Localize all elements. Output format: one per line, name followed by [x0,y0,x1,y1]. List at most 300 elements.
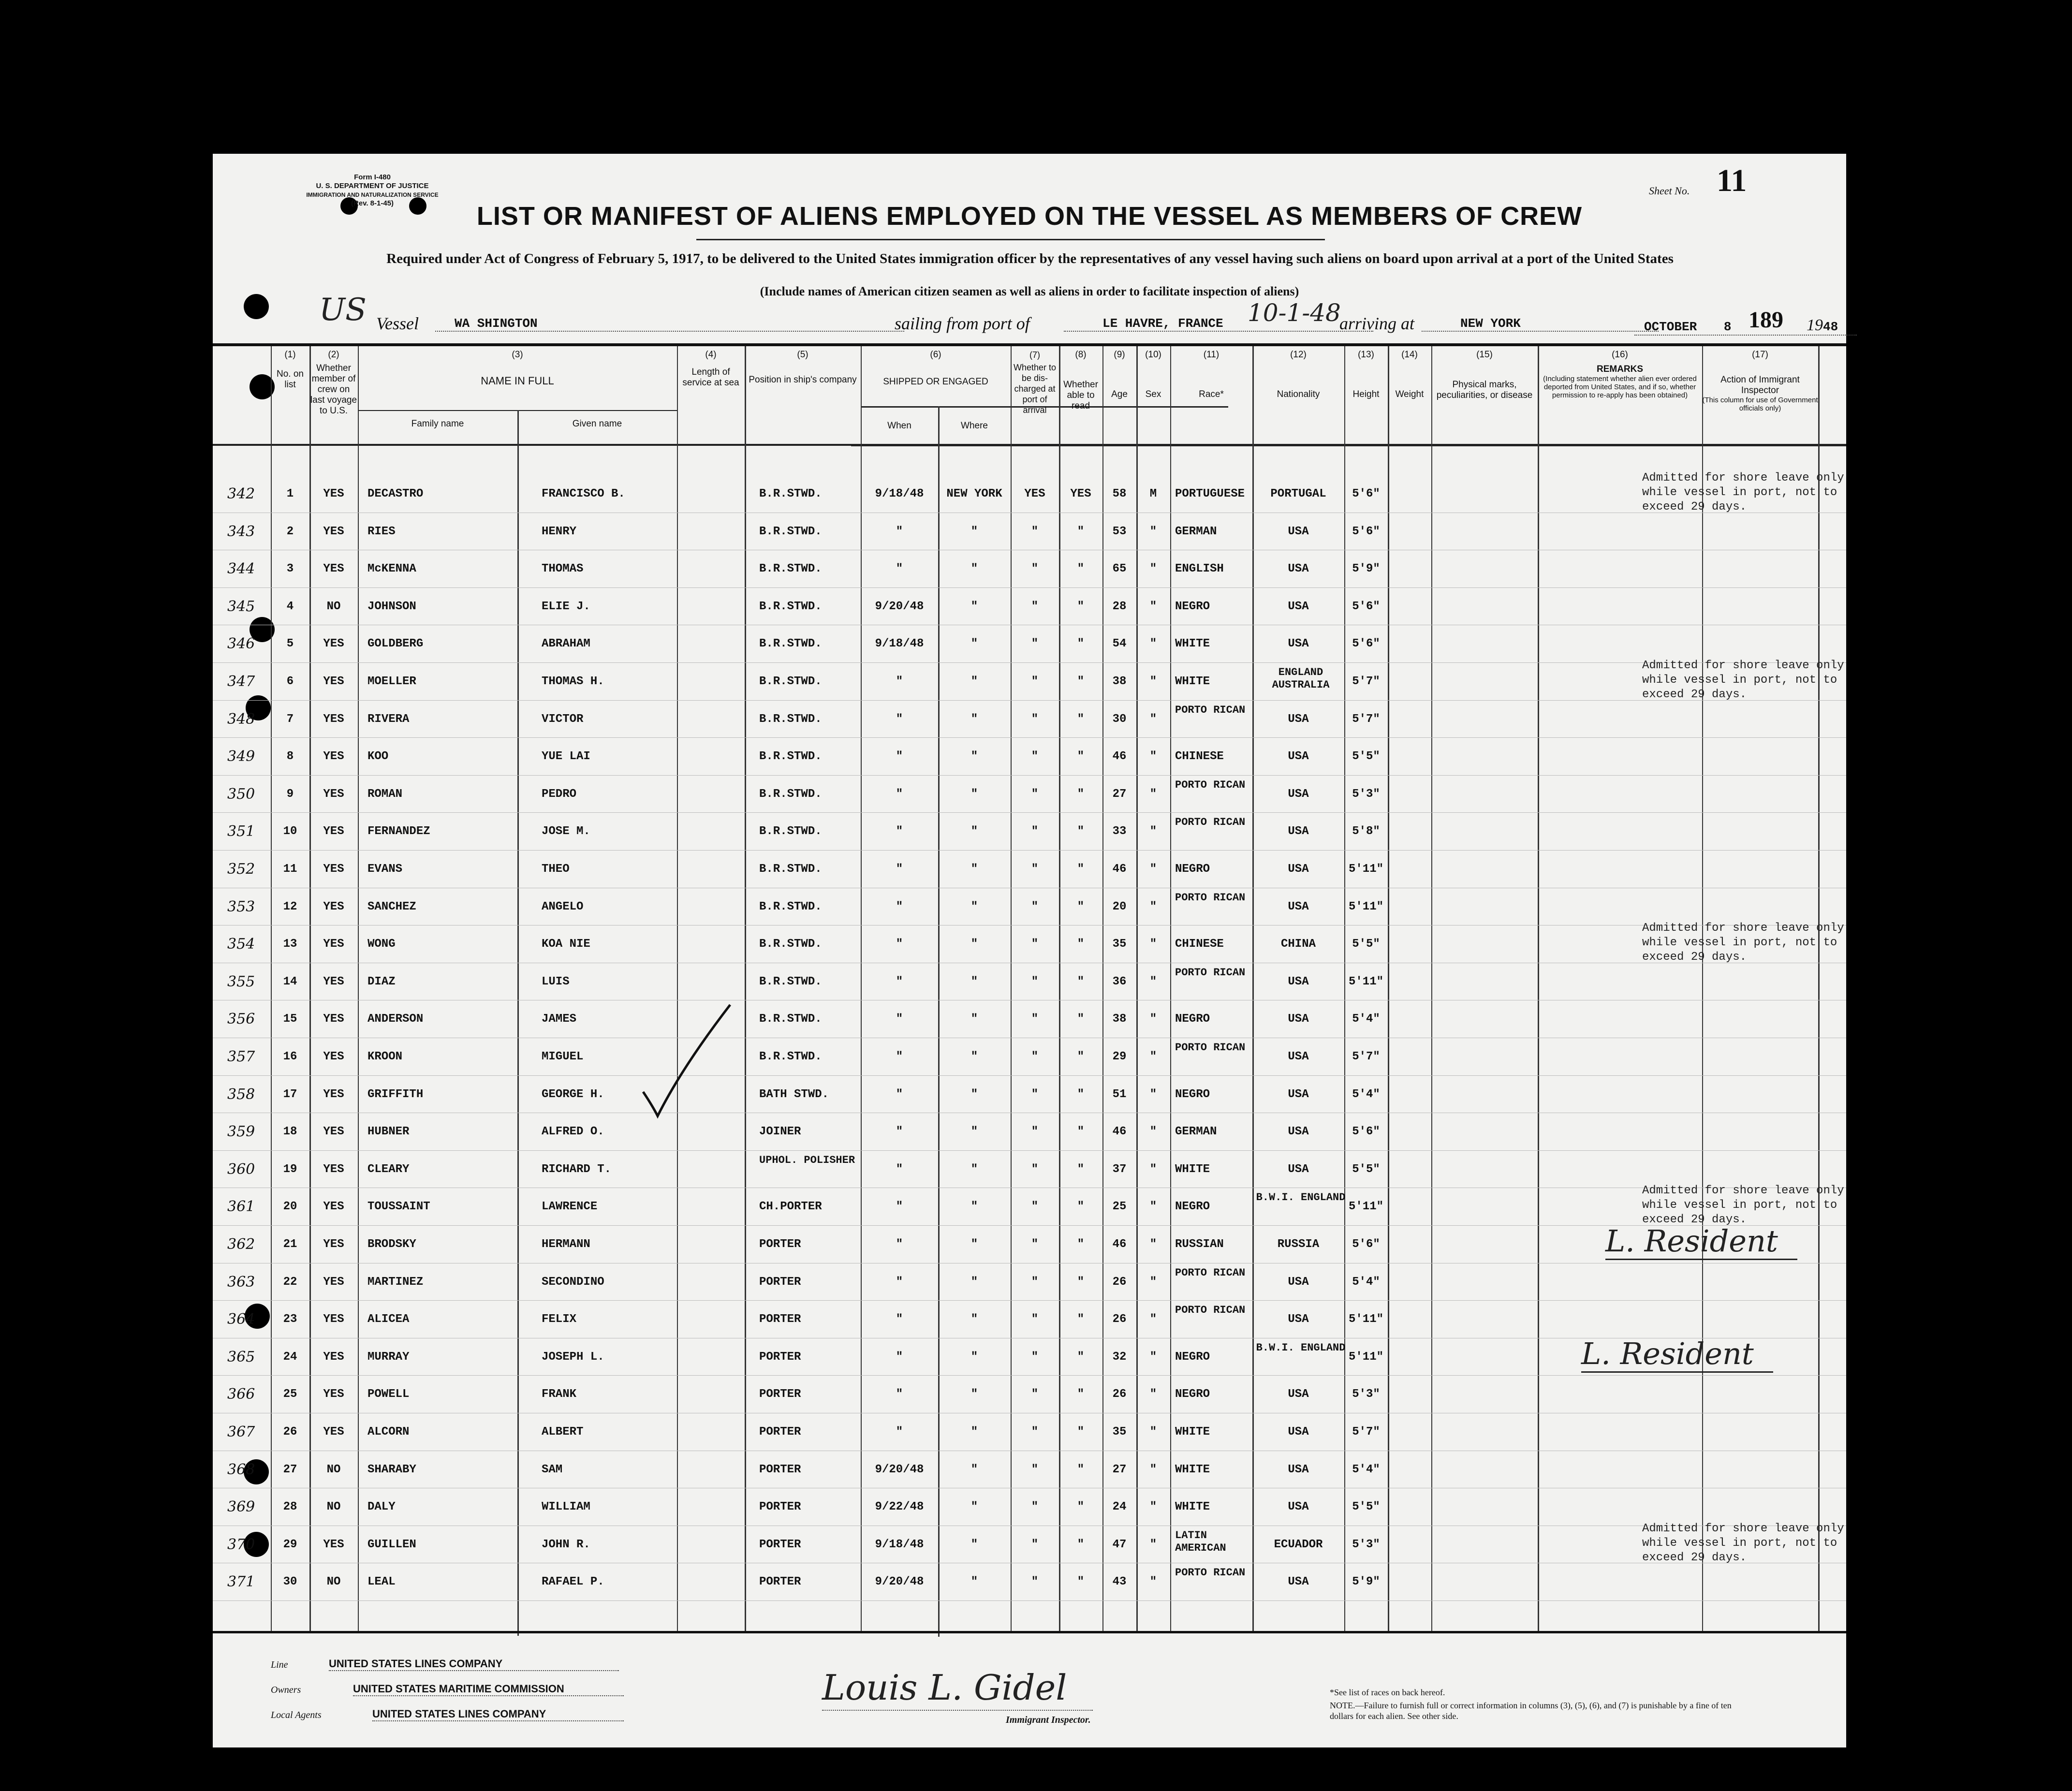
discharged: " [1031,525,1039,538]
position: B.R.STWD. [759,487,822,500]
remark-text: Admitted for shore leave only [1642,659,1844,672]
able-to-read: " [1077,1050,1085,1063]
family-name: HUBNER [367,1125,410,1139]
crew-last-voyage: YES [323,1162,344,1176]
nationality: USA [1288,525,1309,538]
crew-last-voyage: NO [326,1575,341,1589]
row-number: 12 [283,900,297,913]
col1-header [271,350,309,390]
sex: " [1149,1013,1157,1026]
manifest-line-number: 348 [227,710,255,728]
row-number: 6 [286,675,294,688]
remark-text: while vessel in port, not to [1642,1199,1837,1212]
page-number: 189 [1749,307,1783,333]
row-number: 7 [286,712,294,726]
sex: " [1149,712,1157,726]
nationality: USA [1288,1388,1309,1401]
sex: " [1149,1200,1157,1214]
sex: M [1149,487,1157,500]
able-to-read: " [1077,1350,1085,1364]
crew-last-voyage: YES [323,675,344,688]
col6-header [861,350,1011,387]
position: UPHOL. POLISHER [759,1154,855,1166]
age: 33 [1112,825,1127,838]
able-to-read: " [1077,1125,1085,1139]
manifest-line-number: 345 [227,598,255,615]
given-name: THOMAS H. [542,675,604,688]
nationality: USA [1288,750,1309,763]
able-to-read: " [1077,712,1085,726]
position: PORTER [759,1500,801,1514]
age: 25 [1112,1200,1127,1214]
position: B.R.STWD. [759,637,822,651]
able-to-read: " [1077,1463,1085,1476]
given-name: JOSEPH L. [542,1350,604,1364]
age: 43 [1112,1575,1127,1589]
crew-last-voyage: YES [323,900,344,913]
position: B.R.STWD. [759,975,822,988]
family-name: BRODSKY [367,1238,416,1251]
page-note: (Include names of American citizen seamen as well as aliens in order to facilitate inspection of aliens) [760,284,1299,298]
shipped-where: " [970,1200,978,1214]
table-row [213,626,1846,663]
age: 29 [1112,1050,1127,1063]
col13-title: Height [1352,389,1380,399]
remark-text: Admitted for shore leave only [1642,922,1844,935]
manifest-line-number: 365 [227,1348,255,1365]
row-number: 26 [283,1425,297,1439]
height: 5'11" [1348,863,1383,876]
position: PORTER [759,1388,801,1401]
shipped-where: " [970,1425,978,1439]
col11-title: Race* [1199,389,1224,399]
height: 5'3" [1352,787,1380,801]
height: 5'4" [1352,1463,1380,1476]
discharged: " [1031,1050,1039,1063]
age: 46 [1112,1125,1127,1139]
col17-subtitle: (This column for use of Government officials only) [1702,396,1818,412]
table-row [213,1226,1846,1264]
position: PORTER [759,1313,801,1326]
col9-header [1102,350,1136,400]
manifest-line-number: 359 [227,1123,255,1141]
able-to-read: " [1077,1162,1085,1176]
row-number: 10 [283,825,297,838]
family-name: ROMAN [367,787,403,801]
shipped-where: " [970,1275,978,1289]
sailing-label: sailing from port of [895,314,1030,333]
row-number: 20 [283,1200,297,1214]
nationality: USA [1288,1125,1309,1139]
col3a-header: Family name [411,419,464,429]
position: B.R.STWD. [759,600,822,613]
row-number: 4 [286,600,294,613]
sex: " [1149,562,1157,576]
family-name: CLEARY [367,1162,410,1176]
race: NEGRO [1175,1350,1210,1364]
given-name: ALBERT [542,1425,584,1439]
crew-last-voyage: YES [323,1013,344,1026]
arrival-year-prefix: 19 [1807,316,1823,334]
position: B.R.STWD. [759,863,822,876]
agents-label: Local Agents [271,1710,322,1720]
col3-number: (3) [512,350,523,360]
age: 38 [1112,1013,1127,1026]
discharged: YES [1024,487,1045,500]
shipped-when: 9/18/48 [875,1538,924,1551]
race: WHITE [1175,1463,1210,1476]
discharged: " [1031,562,1039,576]
race: PORTO RICAN [1175,1567,1246,1579]
vessel-name: WA SHINGTON [435,316,904,332]
discharged: " [1031,1162,1039,1176]
crew-last-voyage: YES [323,787,344,801]
col12-number: (12) [1290,350,1307,360]
arriving-label: arriving at [1339,314,1415,333]
race: WHITE [1175,1425,1210,1439]
crew-last-voyage: YES [323,1425,344,1439]
given-name: LAWRENCE [542,1200,598,1214]
height: 5'11" [1348,1350,1383,1364]
race: PORTUGUESE [1175,487,1245,500]
discharged: " [1031,675,1039,688]
service: IMMIGRATION AND NATURALIZATION SERVICE [306,191,439,198]
shipped-where: " [970,1388,978,1401]
col6-title: SHIPPED OR ENGAGED [883,377,988,387]
given-name: KOA NIE [542,938,590,951]
col9-number: (9) [1114,350,1125,360]
race: LATIN AMERICAN [1175,1529,1226,1554]
position: B.R.STWD. [759,1013,822,1026]
col5-number: (5) [797,350,808,360]
family-name: JOHNSON [367,600,416,613]
col8-title: Whether able to read [1063,380,1098,411]
shipped-when: 9/20/48 [875,1463,924,1476]
nationality: USA [1288,975,1309,988]
sex: " [1149,1538,1157,1551]
family-name: GRIFFITH [367,1087,424,1101]
height: 5'11" [1348,900,1383,913]
row-number: 16 [283,1050,297,1063]
sex: " [1149,1313,1157,1326]
discharged: " [1031,975,1039,988]
shipped-when: " [896,1275,903,1289]
height: 5'5" [1352,750,1380,763]
position: BATH STWD. [759,1087,829,1101]
shipped-when: " [896,525,903,538]
race: NEGRO [1175,1087,1210,1101]
shipped-where: " [970,1162,978,1176]
row-rule [213,700,1846,701]
age: 32 [1112,1350,1127,1364]
age: 26 [1112,1313,1127,1326]
shipped-when: 9/18/48 [875,487,924,500]
race: NEGRO [1175,1200,1210,1214]
col15-header [1431,350,1538,401]
able-to-read: " [1077,975,1085,988]
nationality: USA [1288,637,1309,651]
given-name: HERMANN [542,1238,590,1251]
col10-title: Sex [1145,389,1161,399]
discharged: " [1031,1425,1039,1439]
given-name: ALFRED O. [542,1125,604,1139]
able-to-read: " [1077,1013,1085,1026]
table-row [213,1452,1846,1489]
col17-number: (17) [1752,350,1768,360]
row-number: 17 [283,1087,297,1101]
position: B.R.STWD. [759,787,822,801]
table-row [213,1076,1846,1114]
family-name: MURRAY [367,1350,410,1364]
row-rule [213,1150,1846,1151]
shipped-when: " [896,675,903,688]
row-number: 15 [283,1013,297,1026]
sex: " [1149,1125,1157,1139]
family-name: KROON [367,1050,403,1063]
manifest-line-number: 352 [227,861,255,878]
crew-last-voyage: YES [323,863,344,876]
race: PORTO RICAN [1175,704,1246,716]
col2-title: Whether member of crew on last voyage to U.S. [310,363,357,416]
remark-text: exceed 29 days. [1642,951,1747,964]
able-to-read: " [1077,525,1085,538]
sex: " [1149,1350,1157,1364]
inspector-signature: Louis L. Gidel [822,1667,1067,1708]
col4-header [677,350,745,388]
table-row [213,551,1846,588]
sex: " [1149,750,1157,763]
height: 5'11" [1348,1313,1383,1326]
height: 5'5" [1352,1500,1380,1514]
given-name: FRANK [542,1388,577,1401]
age: 20 [1112,900,1127,913]
family-name: FERNANDEZ [367,825,430,838]
able-to-read: " [1077,1425,1085,1439]
family-name: ALICEA [367,1313,410,1326]
race: NEGRO [1175,1388,1210,1401]
nationality: USA [1288,1463,1309,1476]
col2-header [309,350,358,416]
race: PORTO RICAN [1175,1304,1246,1317]
col6b-header: Where [961,421,988,431]
shipped-when: " [896,825,903,838]
row-number: 30 [283,1575,297,1589]
able-to-read: " [1077,1238,1085,1251]
age: 26 [1112,1275,1127,1289]
shipped-where: " [970,1538,978,1551]
shipped-when: 9/22/48 [875,1500,924,1514]
row-number: 2 [286,525,294,538]
shipped-when: " [896,900,903,913]
shipped-where: " [970,1087,978,1101]
able-to-read: " [1077,825,1085,838]
age: 37 [1112,1162,1127,1176]
crew-last-voyage: YES [323,1087,344,1101]
row-number: 22 [283,1275,297,1289]
height: 5'6" [1352,1238,1380,1251]
table-row [213,1489,1846,1527]
able-to-read: " [1077,750,1085,763]
row-number: 19 [283,1162,297,1176]
nationality: USA [1288,900,1309,913]
line-label: Line [271,1659,288,1670]
arrival-month: OCTOBER [1644,320,1697,334]
signature-line [822,1710,1093,1711]
row-number: 1 [286,487,294,500]
remark-text: exceed 29 days. [1642,1213,1747,1227]
sex: " [1149,938,1157,951]
col14-number: (14) [1401,350,1418,360]
able-to-read: " [1077,863,1085,876]
sex: " [1149,600,1157,613]
manifest-line-number: 371 [227,1573,255,1591]
table-row [213,1039,1846,1076]
able-to-read: YES [1070,487,1091,500]
crew-last-voyage: YES [323,1125,344,1139]
given-name: ELIE J. [542,600,590,613]
height: 5'11" [1348,975,1383,988]
race: NEGRO [1175,1013,1210,1026]
row-number: 28 [283,1500,297,1514]
height: 5'4" [1352,1087,1380,1101]
shipped-where: " [970,675,978,688]
table-row [213,514,1846,551]
nationality: USA [1288,1425,1309,1439]
able-to-read: " [1077,1500,1085,1514]
col7-number: (7) [1029,350,1040,360]
shipped-when: " [896,1350,903,1364]
nationality: USA [1288,1013,1309,1026]
manifest-line-number: 344 [227,560,255,578]
races-note: *See list of races on back hereof. [1330,1688,1445,1697]
height: 5'5" [1352,938,1380,951]
table-row [213,476,1846,514]
family-name: KOO [367,750,389,763]
able-to-read: " [1077,900,1085,913]
row-rule [213,1075,1846,1076]
height: 5'8" [1352,825,1380,838]
height: 5'6" [1352,1125,1380,1139]
shipped-where: " [970,1575,978,1589]
discharged: " [1031,1087,1039,1101]
discharged: " [1031,825,1039,838]
race: NEGRO [1175,600,1210,613]
age: 46 [1112,750,1127,763]
remark-text: while vessel in port, not to [1642,1536,1837,1550]
col6a-header: When [887,421,911,431]
family-name: DIAZ [367,975,396,988]
form-edition: (Rev. 8-1-45) [351,199,394,207]
manifest-line-number: 350 [227,785,255,803]
discharged: " [1031,938,1039,951]
crew-last-voyage: YES [323,1313,344,1326]
col1-number: (1) [284,350,296,360]
col16-header [1538,350,1702,399]
height: 5'11" [1348,1200,1383,1214]
age: 27 [1112,787,1127,801]
age: 54 [1112,637,1127,651]
table-row [213,1151,1846,1189]
row-number: 18 [283,1125,297,1139]
able-to-read: " [1077,938,1085,951]
position: B.R.STWD. [759,1050,822,1063]
given-name: SAM [542,1463,563,1476]
col4-title: Length of service at sea [682,367,739,388]
sex: " [1149,863,1157,876]
manifest-line-number: 343 [227,523,255,540]
shipped-where: " [970,1350,978,1364]
shipped-where: " [970,1313,978,1326]
table-row [213,1414,1846,1452]
given-name: THOMAS [542,562,584,576]
given-name: FELIX [542,1313,577,1326]
height: 5'3" [1352,1388,1380,1401]
family-name: SANCHEZ [367,900,416,913]
shipped-where: " [970,600,978,613]
row-number: 21 [283,1238,297,1251]
row-rule [213,662,1846,663]
given-name: GEORGE H. [542,1087,604,1101]
race: WHITE [1175,675,1210,688]
age: 38 [1112,675,1127,688]
shipped-when: " [896,1125,903,1139]
given-name: ABRAHAM [542,637,590,651]
remark-text: exceed 29 days. [1642,1551,1747,1564]
family-name: DALY [367,1500,396,1514]
race: PORTO RICAN [1175,966,1246,979]
remark-text: while vessel in port, not to [1642,486,1837,499]
row-number: 29 [283,1538,297,1551]
discharged: " [1031,1575,1039,1589]
discharged: " [1031,1463,1039,1476]
col1-title: No. on list [277,369,304,390]
sex: " [1149,787,1157,801]
shipped-when: " [896,1050,903,1063]
row-number: 25 [283,1388,297,1401]
row-rule [213,737,1846,738]
discharged: " [1031,1500,1039,1514]
nationality: USA [1288,787,1309,801]
manifest-line-number: 346 [227,635,255,653]
nationality: B.W.I. ENGLAND [1256,1341,1346,1354]
sex: " [1149,1087,1157,1101]
nationality: USA [1288,1087,1309,1101]
age: 47 [1112,1538,1127,1551]
crew-last-voyage: NO [326,1463,341,1476]
race: ENGLISH [1175,562,1224,576]
col14-title: Weight [1395,389,1424,399]
table-row [213,964,1846,1001]
col15-title: Physical marks, peculiarities, or disease [1436,380,1533,400]
discharged: " [1031,1200,1039,1214]
manifest-line-number: 353 [227,898,255,915]
position: PORTER [759,1538,801,1551]
owners-value: UNITED STATES MARITIME COMMISSION [353,1683,624,1696]
age: 51 [1112,1087,1127,1101]
family-name: RIES [367,525,396,538]
table-row [213,1527,1846,1564]
able-to-read: " [1077,1200,1085,1214]
family-name: MOELLER [367,675,416,688]
sex: " [1149,1050,1157,1063]
race: PORTO RICAN [1175,891,1246,904]
able-to-read: " [1077,600,1085,613]
arrival-year: 48 [1823,320,1838,334]
table-row [213,1189,1846,1226]
sex: " [1149,900,1157,913]
position: B.R.STWD. [759,938,822,951]
nationality: USA [1288,1313,1309,1326]
